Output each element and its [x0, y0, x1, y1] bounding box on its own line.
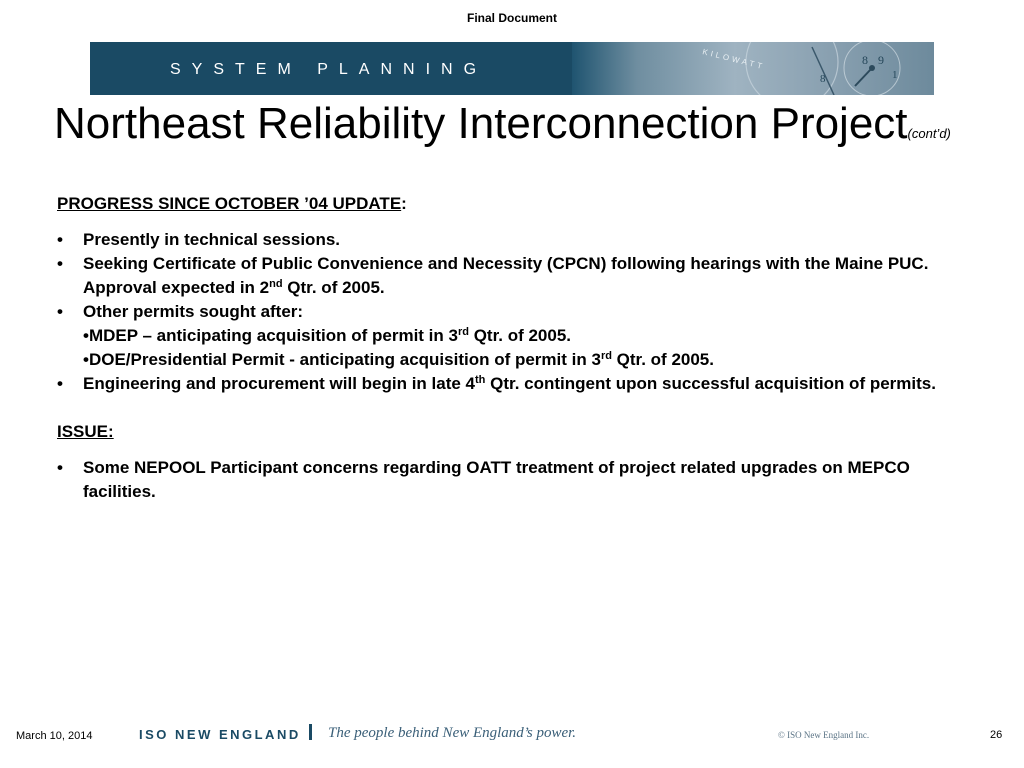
- page-number: 26: [990, 729, 1003, 741]
- progress-list: [57, 228, 937, 396]
- sub-list-item: [57, 324, 937, 348]
- banner-title: SYSTEM PLANNING: [170, 61, 488, 78]
- slide-content: [57, 192, 937, 504]
- system-planning-banner: [90, 42, 934, 95]
- progress-heading-line: [57, 192, 937, 216]
- footer-divider: [309, 724, 312, 740]
- svg-text:9: 9: [878, 53, 884, 67]
- list-item: [57, 372, 937, 396]
- issue-heading: ISSUE:: [57, 422, 114, 441]
- list-item-text: Some NEPOOL Participant concerns regarding OATT treatment of project related upgrades on MEPCO facilities.: [83, 458, 910, 501]
- sub-item-text: •MDEP – anticipating acquisition of permit in 3: [83, 326, 458, 345]
- sub-list-item: [57, 348, 937, 372]
- ordinal-suffix: nd: [269, 278, 283, 290]
- list-item-text: Seeking Certificate of Public Convenience and Necessity (CPCN) following hearings with the Maine PUC. Approval expected in 2: [83, 254, 929, 297]
- issue-list: [57, 456, 937, 504]
- slide-title: [54, 99, 951, 149]
- list-item-text: Qtr. contingent upon successful acquisition of permits.: [485, 374, 936, 393]
- progress-heading: PROGRESS SINCE OCTOBER ’04 UPDATE: [57, 194, 402, 213]
- list-item: [57, 300, 937, 324]
- list-item-text: Engineering and procurement will begin in late 4: [83, 374, 476, 393]
- bullet-icon: •: [57, 302, 63, 321]
- iso-new-england-logo: ISO NEW ENGLAND: [139, 727, 301, 742]
- slide-title-main: Northeast Reliability Interconnection Project: [54, 99, 908, 148]
- sub-item-text: •DOE/Presidential Permit - anticipating acquisition of permit in 3: [83, 350, 601, 369]
- list-item-text: Other permits sought after:: [83, 302, 304, 321]
- ordinal-suffix: th: [475, 374, 486, 386]
- sub-item-text: Qtr. of 2005.: [611, 350, 714, 369]
- list-item: [57, 252, 937, 300]
- svg-text:KILOWATT: KILOWATT: [701, 47, 766, 72]
- slide-title-suffix: (cont’d): [907, 126, 951, 141]
- footer-date: March 10, 2014: [16, 730, 93, 742]
- sub-item-text: Qtr. of 2005.: [468, 326, 572, 345]
- svg-text:8: 8: [862, 53, 868, 67]
- list-item: [57, 456, 937, 504]
- progress-heading-colon: :: [401, 194, 407, 213]
- svg-text:8: 8: [820, 73, 826, 85]
- bullet-icon: •: [57, 254, 63, 273]
- bullet-icon: •: [57, 458, 63, 477]
- kilowatt-meter-photo: [572, 42, 934, 95]
- list-item-text: Qtr. of 2005.: [282, 278, 385, 297]
- list-item-text: Presently in technical sessions.: [83, 230, 341, 249]
- document-status-label: Final Document: [466, 11, 557, 25]
- ordinal-suffix: rd: [457, 326, 469, 338]
- bullet-icon: •: [57, 374, 63, 393]
- footer-tagline: The people behind New England’s power.: [328, 725, 577, 741]
- footer-copyright: © ISO New England Inc.: [778, 730, 870, 740]
- bullet-icon: •: [57, 230, 63, 249]
- svg-text:1: 1: [892, 69, 898, 81]
- ordinal-suffix: rd: [600, 350, 612, 362]
- list-item: [57, 228, 937, 252]
